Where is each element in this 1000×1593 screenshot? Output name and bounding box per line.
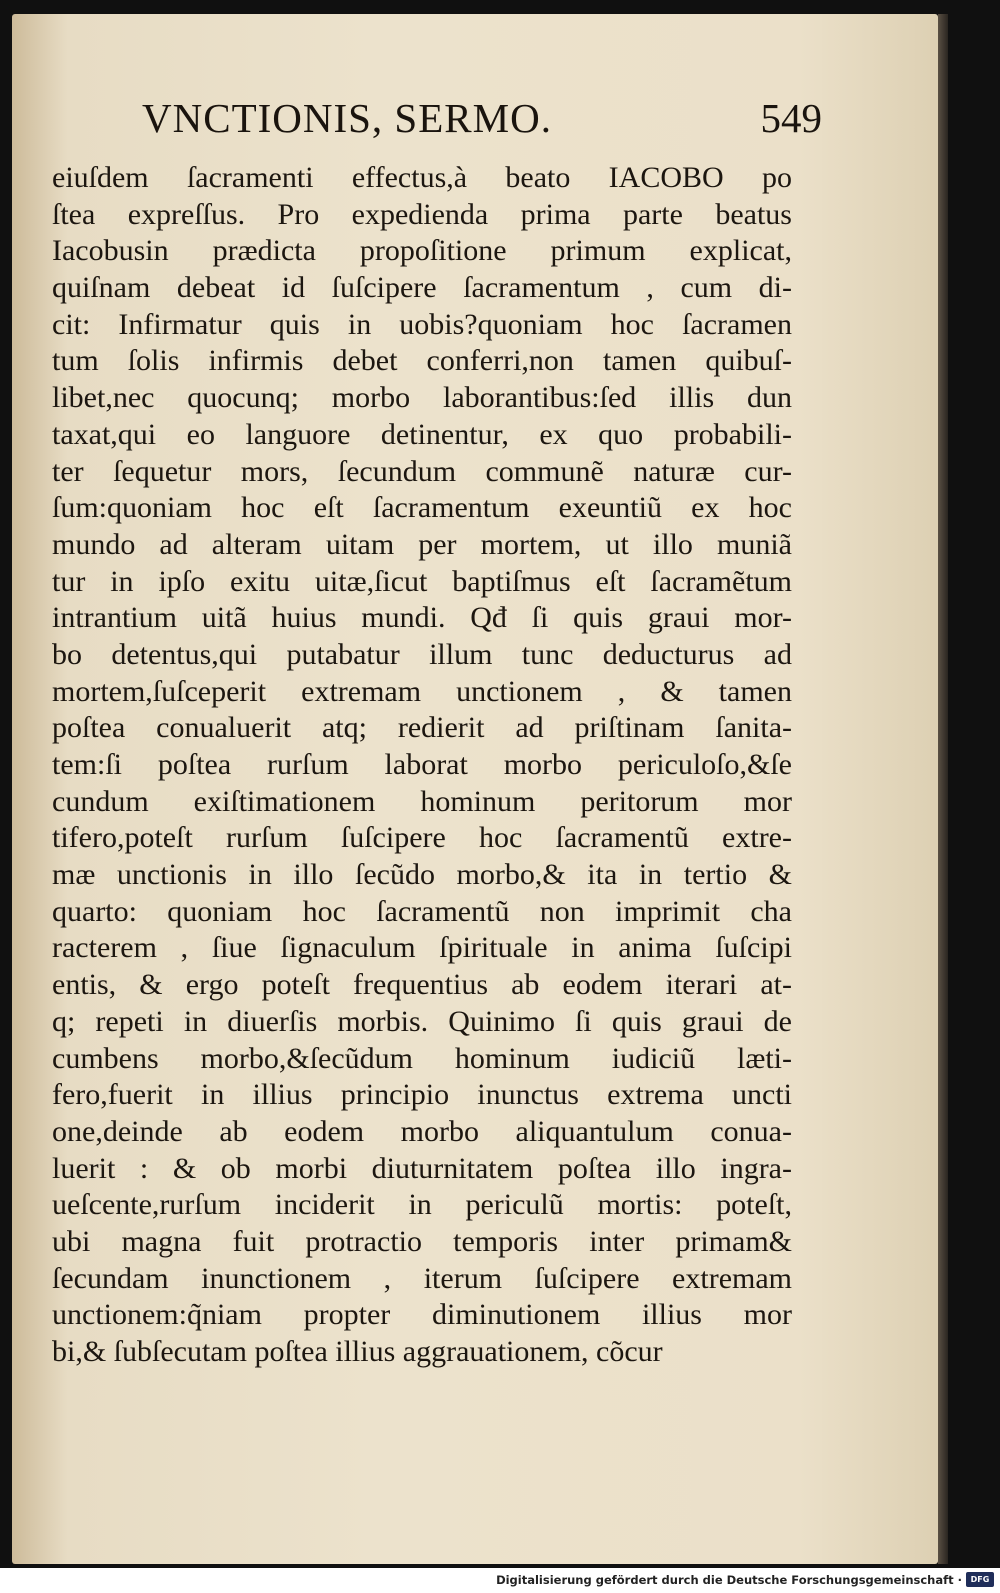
text-line: one,deinde ab eodem morbo aliquantulum conua- — [52, 1114, 792, 1148]
text-line: ter ſequetur mors, ſecundum communẽ naturæ cur- — [52, 454, 792, 488]
text-line: mæ unctionis in illo ſecũdo morbo,& ita in tertio & — [52, 858, 792, 892]
body-text — [52, 160, 792, 1371]
text-line: tum ſolis infirmis debet conferri,non tamen quibuſ- — [52, 344, 792, 378]
page-header — [142, 94, 822, 154]
text-line: entis, & ergo poteſt frequentius ab eodem iterari at- — [52, 968, 792, 1002]
text-line: fero,fuerit in illius principio inunctus extrema uncti — [52, 1078, 792, 1112]
text-line: poſtea conualuerit atq; redierit ad priſtinam ſanita- — [52, 711, 792, 745]
text-line: ſtea expreſſus. Pro expedienda prima parte beatus — [52, 197, 792, 231]
text-line: unctionem:q̃niam propter diminutionem illius mor — [52, 1298, 792, 1332]
page-edge — [938, 14, 948, 1564]
text-line: cit: Infirmatur quis in uobis?quoniam hoc ſacramen — [52, 307, 792, 341]
text-line: tifero,poteſt rurſum ſuſcipere hoc ſacramentũ extre- — [52, 821, 792, 855]
text-line: bi,& ſubſecutam poſtea illius aggrauationem, cõcur — [52, 1335, 663, 1368]
text-line: q; repeti in diuerſis morbis. Quinimo ſi quis graui de — [52, 1004, 792, 1038]
text-line: libet,nec quocunq; morbo laborantibus:ſed illis dun — [52, 381, 792, 415]
text-line: Iacobusin prædicta propoſitione primum explicat, — [52, 234, 792, 268]
text-line: quiſnam debeat id ſuſcipere ſacramentum , cum di- — [52, 271, 792, 305]
text-line: luerit : & ob morbi diuturnitatem poſtea illo ingra- — [52, 1151, 792, 1185]
text-line: tur in ipſo exitu uitæ,ſicut baptiſmus eſt ſacramẽtum — [52, 564, 792, 598]
text-line: cumbens morbo,&ſecũdum hominum iudiciũ læti- — [52, 1041, 792, 1075]
running-title: VNCTIONIS, SERMO. — [142, 95, 552, 141]
text-line: tem:ſi poſtea rurſum laborat morbo periculoſo,&ſe — [52, 748, 792, 781]
funding-credit: Digitalisierung gefördert durch die Deutsche Forschungsgemeinschaft · — [496, 1573, 962, 1587]
text-line: quarto: quoniam hoc ſacramentũ non imprimit cha — [52, 894, 792, 928]
text-line: eiuſdem ſacramenti effectus,à beato IACOBO po — [52, 161, 792, 194]
book-page — [12, 14, 938, 1564]
dfg-logo-icon: DFG — [966, 1572, 994, 1587]
text-line: intrantium uitã huius mundi. Qđ ſi quis graui mor- — [52, 601, 792, 635]
footer-bar — [0, 1568, 1000, 1593]
text-line: ſum:quoniam hoc eſt ſacramentum exeuntiũ ex hoc — [52, 491, 792, 525]
text-line: ſecundam inunctionem , iterum ſuſcipere extremam — [52, 1261, 792, 1295]
text-line: ubi magna fuit protractio temporis inter primam& — [52, 1224, 792, 1258]
text-line: taxat,qui eo languore detinentur, ex quo probabili- — [52, 417, 792, 451]
text-line: racterem , ſiue ſignaculum ſpirituale in anima ſuſcipi — [52, 931, 792, 965]
text-line: mortem,ſuſceperit extremam unctionem , & tamen — [52, 674, 792, 708]
text-line: ueſcente,rurſum inciderit in periculũ mortis: poteſt, — [52, 1188, 792, 1222]
page-number: 549 — [760, 95, 822, 141]
text-line: bo detentus,qui putabatur illum tunc deducturus ad — [52, 637, 792, 671]
text-line: cundum exiſtimationem hominum peritorum mor — [52, 784, 792, 818]
text-line: mundo ad alteram uitam per mortem, ut illo muniã — [52, 527, 792, 561]
